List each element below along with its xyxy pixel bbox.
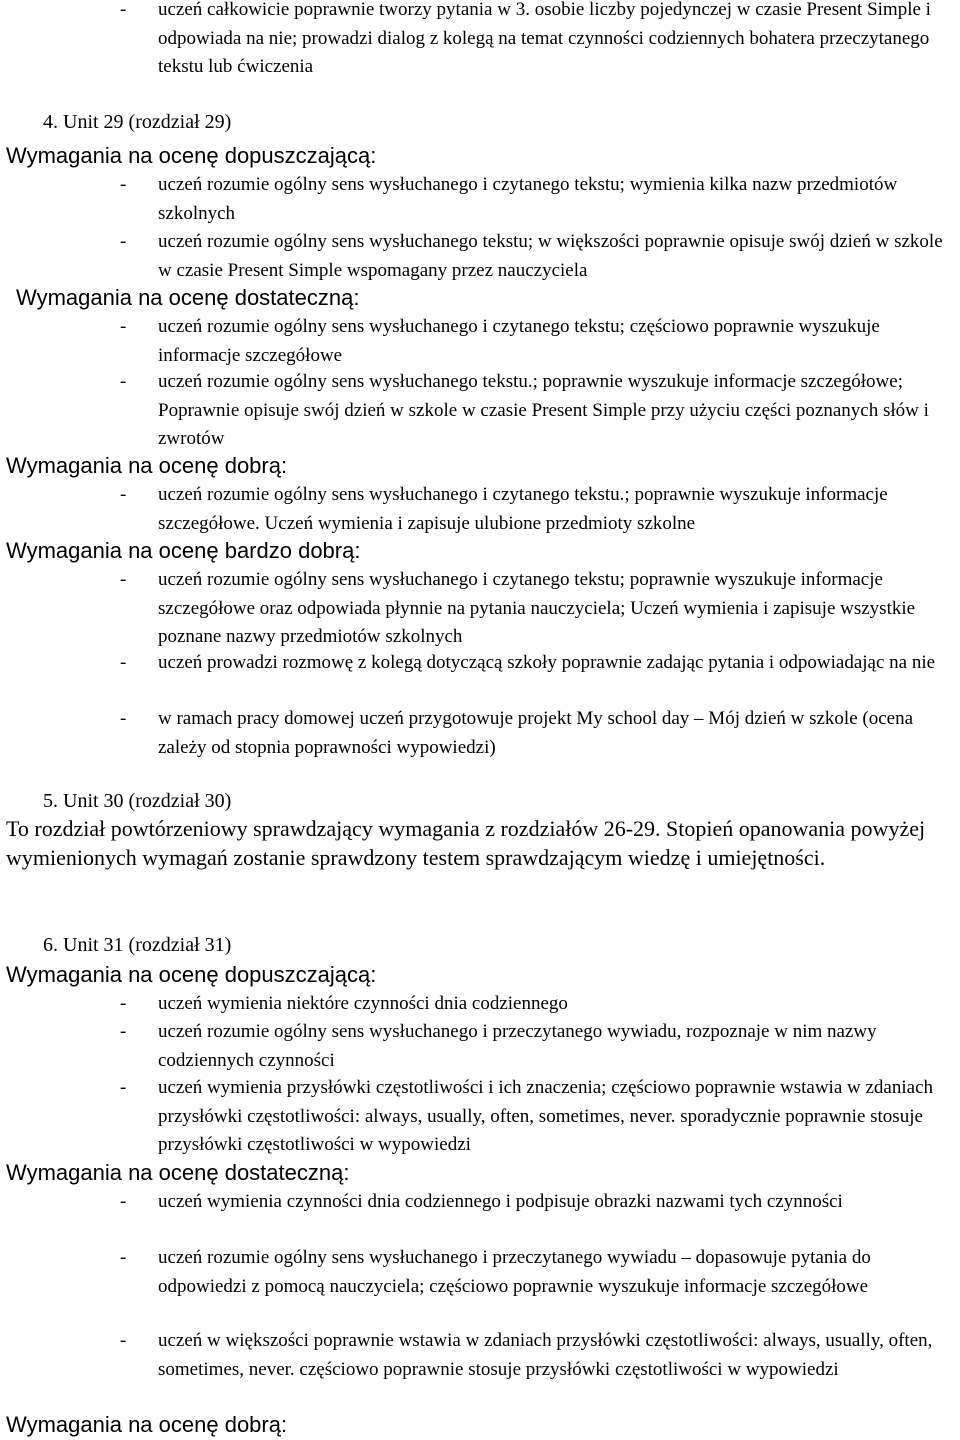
- list-item-text: w ramach pracy domowej uczeń przygotowuje projekt My school day – Mój dzień w szkole (ocena zależy od stopnia poprawności wypowiedzi): [158, 708, 914, 758]
- unit-30-title: 5. Unit 30 (rozdział 30): [43, 790, 232, 812]
- list-item-text: uczeń rozumie ogólny sens wysłuchanego tekstu; w większości poprawnie opisuje swój dzień w szkole w czasie Present Simple wspomagany przez nauczyciela: [158, 231, 943, 281]
- list-item: [120, 990, 950, 1019]
- dash-bullet: -: [120, 231, 127, 252]
- list-item-text: uczeń prowadzi rozmowę z kolegą dotyczącą szkoły poprawnie zadając pytania i odpowiadając na nie: [158, 652, 936, 673]
- dash-bullet: -: [120, 569, 127, 590]
- list-item-text: uczeń w większości poprawnie wstawia w zdaniach przysłówki częstotliwości: always, usually, often, sometimes, never. częściowo poprawnie stosuje przysłówki częstotliwości w wypowiedzi: [158, 1330, 933, 1380]
- list-item: [120, 171, 950, 228]
- list-item: [120, 313, 950, 370]
- list-item-text: uczeń rozumie ogólny sens wysłuchanego i czytanego tekstu; wymienia kilka nazw przedmiotów szkolnych: [158, 174, 898, 224]
- heading-dostateczna: Wymagania na ocenę dostateczną:: [6, 1160, 350, 1185]
- dash-bullet: -: [120, 174, 127, 195]
- list-item-text: uczeń wymienia czynności dnia codziennego i podpisuje obrazki nazwami tych czynności: [158, 1191, 843, 1212]
- dash-bullet: -: [120, 0, 127, 20]
- dash-bullet: -: [120, 316, 127, 337]
- list-item-text: uczeń rozumie ogólny sens wysłuchanego tekstu.; poprawnie wyszukuje informacje szczegółowe; Poprawnie opisuje swój dzień w szkole w czasie Present Simple przy użyciu części poznanych słów i zwrotów: [158, 371, 929, 449]
- heading-dopuszczajaca: Wymagania na ocenę dopuszczającą:: [6, 962, 377, 987]
- list-item: [120, 1188, 950, 1217]
- list-item: [120, 0, 950, 82]
- list-item: [120, 1074, 950, 1160]
- dash-bullet: -: [120, 993, 127, 1014]
- heading-dopuszczajaca: Wymagania na ocenę dopuszczającą:: [6, 143, 377, 168]
- dash-bullet: -: [120, 371, 127, 392]
- dash-bullet: -: [120, 1021, 127, 1042]
- heading-dostateczna: Wymagania na ocenę dostateczną:: [16, 285, 360, 310]
- dash-bullet: -: [120, 1330, 127, 1351]
- list-item-text: uczeń rozumie ogólny sens wysłuchanego i czytanego tekstu; poprawnie wyszukuje informacje szczegółowe oraz odpowiada płynnie na pytania nauczyciela; Uczeń wymienia i zapisuje wszystkie poznane nazwy przedmiotów szkolnych: [158, 569, 916, 647]
- list-item: [120, 228, 950, 285]
- dash-bullet: -: [120, 1077, 127, 1098]
- dash-bullet: -: [120, 652, 127, 673]
- list-item: [120, 566, 950, 652]
- unit-29-title: 4. Unit 29 (rozdział 29): [43, 111, 232, 133]
- list-item-text: uczeń rozumie ogólny sens wysłuchanego i czytanego tekstu.; poprawnie wyszukuje informacje szczegółowe. Uczeń wymienia i zapisuje ulubione przedmioty szkolne: [158, 484, 888, 534]
- list-item: [120, 1327, 950, 1384]
- list-item: [120, 1244, 950, 1301]
- list-item-text: uczeń wymienia przysłówki częstotliwości i ich znaczenia; częściowo poprawnie wstawia w zdaniach przysłówki częstotliwości: always, usually, often, sometimes, never. sporadycznie poprawnie stosuje przysłówki częstotliwości w wypowiedzi: [158, 1077, 934, 1155]
- list-item-text: uczeń całkowicie poprawnie tworzy pytania w 3. osobie liczby pojedynczej w czasie Present Simple i odpowiada na nie; prowadzi dialog z kolegą na temat czynności codziennych bohatera przeczytanego tekstu lub ćwiczenia: [158, 0, 931, 77]
- list-item-text: uczeń rozumie ogólny sens wysłuchanego i czytanego tekstu; częściowo poprawnie wyszukuje informacje szczegółowe: [158, 316, 880, 366]
- list-item: [120, 481, 950, 538]
- dash-bullet: -: [120, 1191, 127, 1212]
- list-item-text: uczeń rozumie ogólny sens wysłuchanego i przeczytanego wywiadu, rozpoznaje w nim nazwy codziennych czynności: [158, 1021, 877, 1071]
- dash-bullet: -: [120, 1247, 127, 1268]
- heading-dobra: Wymagania na ocenę dobrą:: [6, 453, 288, 478]
- list-item-text: uczeń rozumie ogólny sens wysłuchanego i przeczytanego wywiadu – dopasowuje pytania do odpowiedzi z pomocą nauczyciela; częściowo poprawnie wyszukuje informacje szczegółowe: [158, 1247, 871, 1297]
- heading-dobra: Wymagania na ocenę dobrą:: [6, 1412, 288, 1437]
- list-item-text: uczeń wymienia niektóre czynności dnia codziennego: [158, 993, 568, 1014]
- list-item: [120, 649, 950, 678]
- unit-30-paragraph: To rozdział powtórzeniowy sprawdzający wymagania z rozdziałów 26-29. Stopień opanowania powyżej wymienionych wymagań zostanie sprawdzony testem sprawdzającym wiedzę i umiejętności.: [6, 816, 926, 870]
- list-item: [120, 368, 950, 454]
- dash-bullet: -: [120, 708, 127, 729]
- list-item: [120, 705, 950, 762]
- list-item: [120, 1018, 950, 1075]
- unit-31-title: 6. Unit 31 (rozdział 31): [43, 934, 232, 956]
- dash-bullet: -: [120, 484, 127, 505]
- heading-bardzo-dobra: Wymagania na ocenę bardzo dobrą:: [6, 538, 361, 563]
